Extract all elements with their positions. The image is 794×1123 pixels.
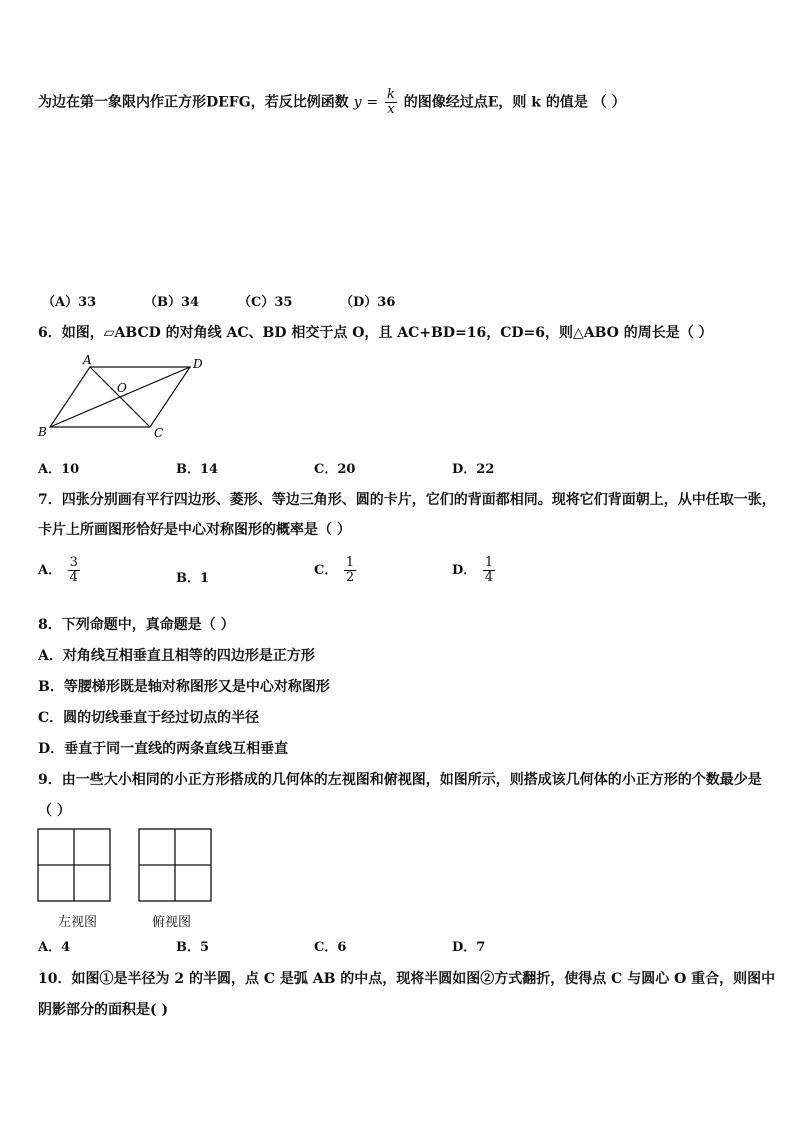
q9-option-d: D．7 xyxy=(452,940,486,955)
q7-option-c xyxy=(314,556,358,585)
q5-option-b: （B）34 xyxy=(144,295,200,310)
left-view-grid xyxy=(37,828,113,904)
parallelogram-figure xyxy=(34,352,214,442)
q10-stem-line1: 10．如图①是半径为 2 的半圆，点 C 是弧 AB 的中点，现将半圆如图②方式翻折，使得点 C 与圆心 O 重合，则图中 xyxy=(38,971,776,987)
q7-option-a-fraction xyxy=(68,556,80,585)
q7-stem-line2: 卡片上所画图形恰好是中心对称图形的概率是（ ） xyxy=(38,522,351,538)
top-view-caption: 俯视图 xyxy=(152,915,192,930)
q6-option-a: A．10 xyxy=(38,462,80,477)
label-c: C xyxy=(154,426,164,440)
q5-func-y: y xyxy=(353,94,362,111)
q7-option-a-den: 4 xyxy=(69,570,78,585)
q7-option-c-label: C． xyxy=(314,563,338,578)
q6-option-c: C．20 xyxy=(314,462,356,477)
q7-option-b: B．1 xyxy=(176,571,210,586)
q7-option-c-num: 1 xyxy=(345,555,355,570)
q7-option-c-den: 2 xyxy=(345,570,355,585)
label-o: O xyxy=(117,381,127,395)
q8-stem: 8．下列命题中，真命题是（ ） xyxy=(38,617,235,633)
label-b: B xyxy=(38,425,47,439)
q6-option-d: D．22 xyxy=(452,462,495,477)
q5-text-b: 的图像经过点E，则 k 的值是 （ ） xyxy=(403,94,626,111)
diagonal-bd xyxy=(50,367,190,427)
q9-option-b: B．5 xyxy=(176,940,210,955)
q7-option-a xyxy=(38,556,82,585)
q5-stem xyxy=(38,88,626,117)
q9-option-a: A．4 xyxy=(38,940,71,955)
q7-option-a-label: A． xyxy=(38,563,62,578)
top-view-grid xyxy=(138,828,214,904)
q8-option-b: B．等腰梯形既是轴对称图形又是中心对称图形 xyxy=(38,679,330,695)
q7-option-a-num: 3 xyxy=(69,555,78,570)
q7-option-d-label: D． xyxy=(452,563,477,578)
q5-option-c: （C）35 xyxy=(238,295,293,310)
q9-stem-line1: 9．由一些大小相同的小正方形搭成的几何体的左视图和俯视图，如图所示，则搭成该几何体的小正方形的个数最少是 xyxy=(38,772,762,788)
label-a: A xyxy=(83,353,92,367)
q5-func-eq: = xyxy=(366,94,379,111)
label-d: D xyxy=(193,357,203,371)
q9-stem-line2: （ ） xyxy=(38,803,71,819)
q7-option-d-fraction xyxy=(483,556,495,585)
q8-option-c: C．圆的切线垂直于经过切点的半径 xyxy=(38,710,260,726)
q5-frac-num: k xyxy=(387,87,395,102)
q5-option-a: （A）33 xyxy=(42,295,97,310)
q7-stem-line1: 7．四张分别画有平行四边形、菱形、等边三角形、圆的卡片，它们的背面都相同。现将它们背面朝上，从中任取一张， xyxy=(38,492,776,508)
q7-option-d-num: 1 xyxy=(484,555,494,570)
q9-option-c: C．6 xyxy=(314,940,347,955)
q7-option-c-fraction xyxy=(344,556,356,585)
q7-option-d xyxy=(452,556,497,585)
q5-option-d: （D）36 xyxy=(340,295,396,310)
q5-frac-den: x xyxy=(387,102,395,117)
q10-stem-line2: 阴影部分的面积是( ) xyxy=(38,1002,169,1018)
q7-option-d-den: 4 xyxy=(484,570,494,585)
q8-option-d: D．垂直于同一直线的两条直线互相垂直 xyxy=(38,741,289,757)
q8-option-a: A．对角线互相垂直且相等的四边形是正方形 xyxy=(38,648,315,664)
left-view-caption: 左视图 xyxy=(58,915,98,930)
q5-fraction xyxy=(385,88,397,117)
q5-text-a: 为边在第一象限内作正方形DEFG，若反比例函数 xyxy=(38,94,349,111)
q6-option-b: B．14 xyxy=(176,462,219,477)
q6-stem: 6．如图，▱ABCD 的对角线 AC、BD 相交于点 O，且 AC+BD=16，CD=6，则△ABO 的周长是（ ） xyxy=(38,325,713,341)
